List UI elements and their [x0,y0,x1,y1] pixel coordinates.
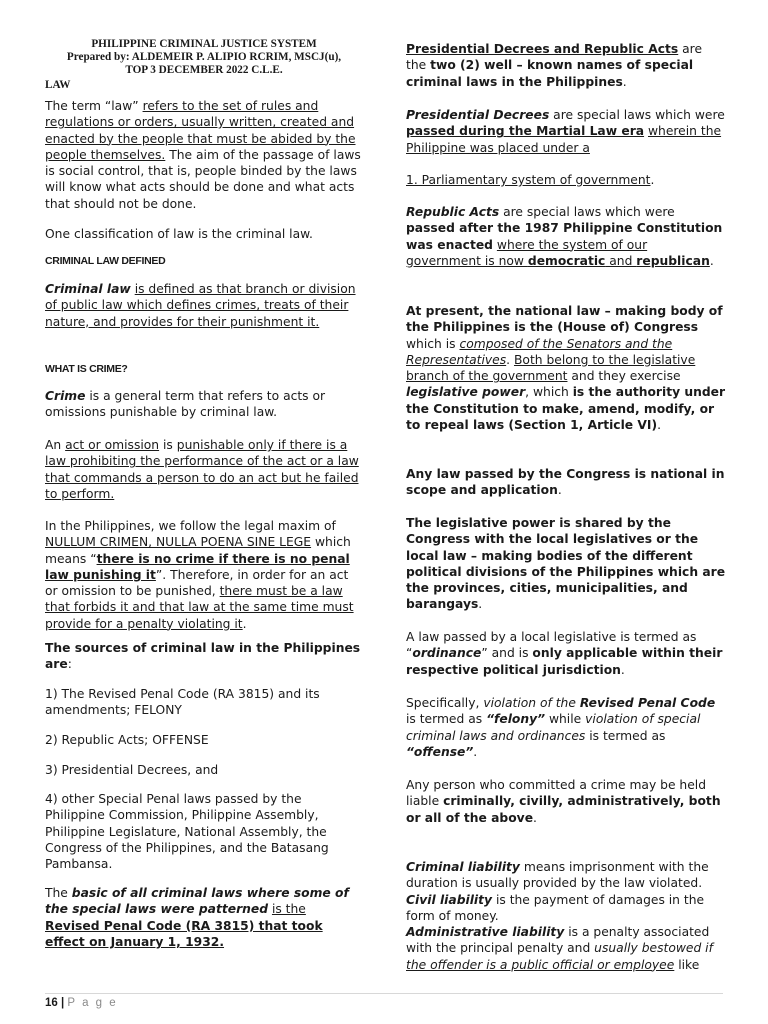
basis-paragraph: The basic of all criminal laws where some of the special laws were patterned is the Revised Penal Code (RA 3815) that took effect on January 1, 1932. [45,886,349,949]
source-item-2: 2) Republic Acts; OFFENSE [45,733,209,747]
source-item-3: 3) Presidential Decrees, and [45,763,219,777]
header-title: PHILIPPINE CRIMINAL JUSTICE SYSTEM [91,38,317,50]
pd-ra-paragraph: Presidential Decrees and Republic Acts are the two (2) well – known names of special criminal laws in the Philippines. [406,42,703,89]
footer-separator: | [57,997,68,1009]
parliamentary-system-line: 1. Parliamentary system of government. [406,173,655,187]
header-prepared-by: Prepared by: ALDEMEIR P. ALIPIO RCRIM, MSCJ(u), [66,51,342,63]
congress-paragraph: At present, the national law – making body of the Philippines is the (House of) Congress which is composed of the Senators and the Representatives. Both belong to the legislative branch of the government and they exercise legislative power, which is the authority under the Constitution to make, amend, modify, or to repeal laws (Section 1, Article VI). [406,304,726,433]
footer-divider [45,993,723,994]
legal-maxim-paragraph: In the Philippines, we follow the legal maxim of NULLUM CRIMEN, NULLA POENA SINE LEGE which means “there is no crime if there is no penal law punishing it”. Therefore, in order for an act or omission to be punished, there must be a law that forbids it and that law at the same time must provide for a penalty violating it. [45,519,354,631]
page-word: P a g e [67,997,118,1009]
shared-power-paragraph: The legislative power is shared by the Congress with the local legislatives or the local law – making bodies of the different political divisions of the Philippines which are the provinces, cities, municipalities, and barangays. [406,516,726,612]
page-footer [45,995,118,1011]
liability-paragraph: Any person who committed a crime may be held liable criminally, civilly, administratively, both or all of the above. [406,778,721,825]
classification-paragraph: One classification of law is the criminal law. [45,227,313,241]
ordinance-paragraph: A law passed by a local legislative is termed as “ordinance” and is only applicable within their respective political jurisdiction. [406,630,723,677]
crime-heading: WHAT IS CRIME? [45,363,128,375]
law-definition-paragraph: The term “law” refers to the set of rules and regulations or orders, usually written, created and enacted by the people that must be abided by the people themselves. The aim of the passage of laws is social control, that is, people binded by the laws will know what acts should be done and what acts that should not be done. [45,99,361,211]
document-header [45,38,363,77]
national-scope-paragraph: Any law passed by the Congress is national in scope and application. [406,467,725,498]
source-item-4: 4) other Special Penal laws passed by the Philippine Commission, Philippine Assembly, Philippine Legislature, National Assembly, the Congress of the Philippines, and the Batasang Pambansa. [45,792,329,872]
criminal-liability-definition: Criminal liability means imprisonment with the duration is usually provided by the law violated. [406,860,709,891]
felony-offense-paragraph: Specifically, violation of the Revised Penal Code is termed as “felony” while violation of special criminal laws and ordinances is termed as “offense”. [406,696,716,759]
page-number: 16 [45,997,58,1009]
liability-definitions [406,859,726,973]
criminal-law-definition: Criminal law is defined as that branch or division of public law which defines crimes, treats of their nature, and provides for their punishment it. [45,282,356,329]
republic-acts-paragraph: Republic Acts are special laws which were passed after the 1987 Philippine Constitution was enacted where the system of our government is now democratic and republican. [406,205,723,268]
act-omission-paragraph: An act or omission is punishable only if there is a law prohibiting the performance of the act or a law that commands a person to do an act but he failed to perform. [45,438,359,501]
criminal-law-heading: CRIMINAL LAW DEFINED [45,255,166,267]
crime-definition: Crime is a general term that refers to acts or omissions punishable by criminal law. [45,389,326,420]
civil-liability-definition: Civil liability is the payment of damages in the form of money. [406,892,705,923]
source-item-1: 1) The Revised Penal Code (RA 3815) and its amendments; FELONY [45,687,320,718]
administrative-liability-definition: Administrative liability is a penalty associated with the principal penalty and usually bestowed if the offender is a public official or employee like [406,925,713,972]
sources-heading: The sources of criminal law in the Philippines are: [45,641,361,672]
header-rank: TOP 3 DECEMBER 2022 C.L.E. [125,64,283,76]
presidential-decrees-paragraph: Presidential Decrees are special laws which were passed during the Martial Law era wherein the Philippine was placed under a [406,108,725,155]
section-label-law: LAW [45,79,71,91]
